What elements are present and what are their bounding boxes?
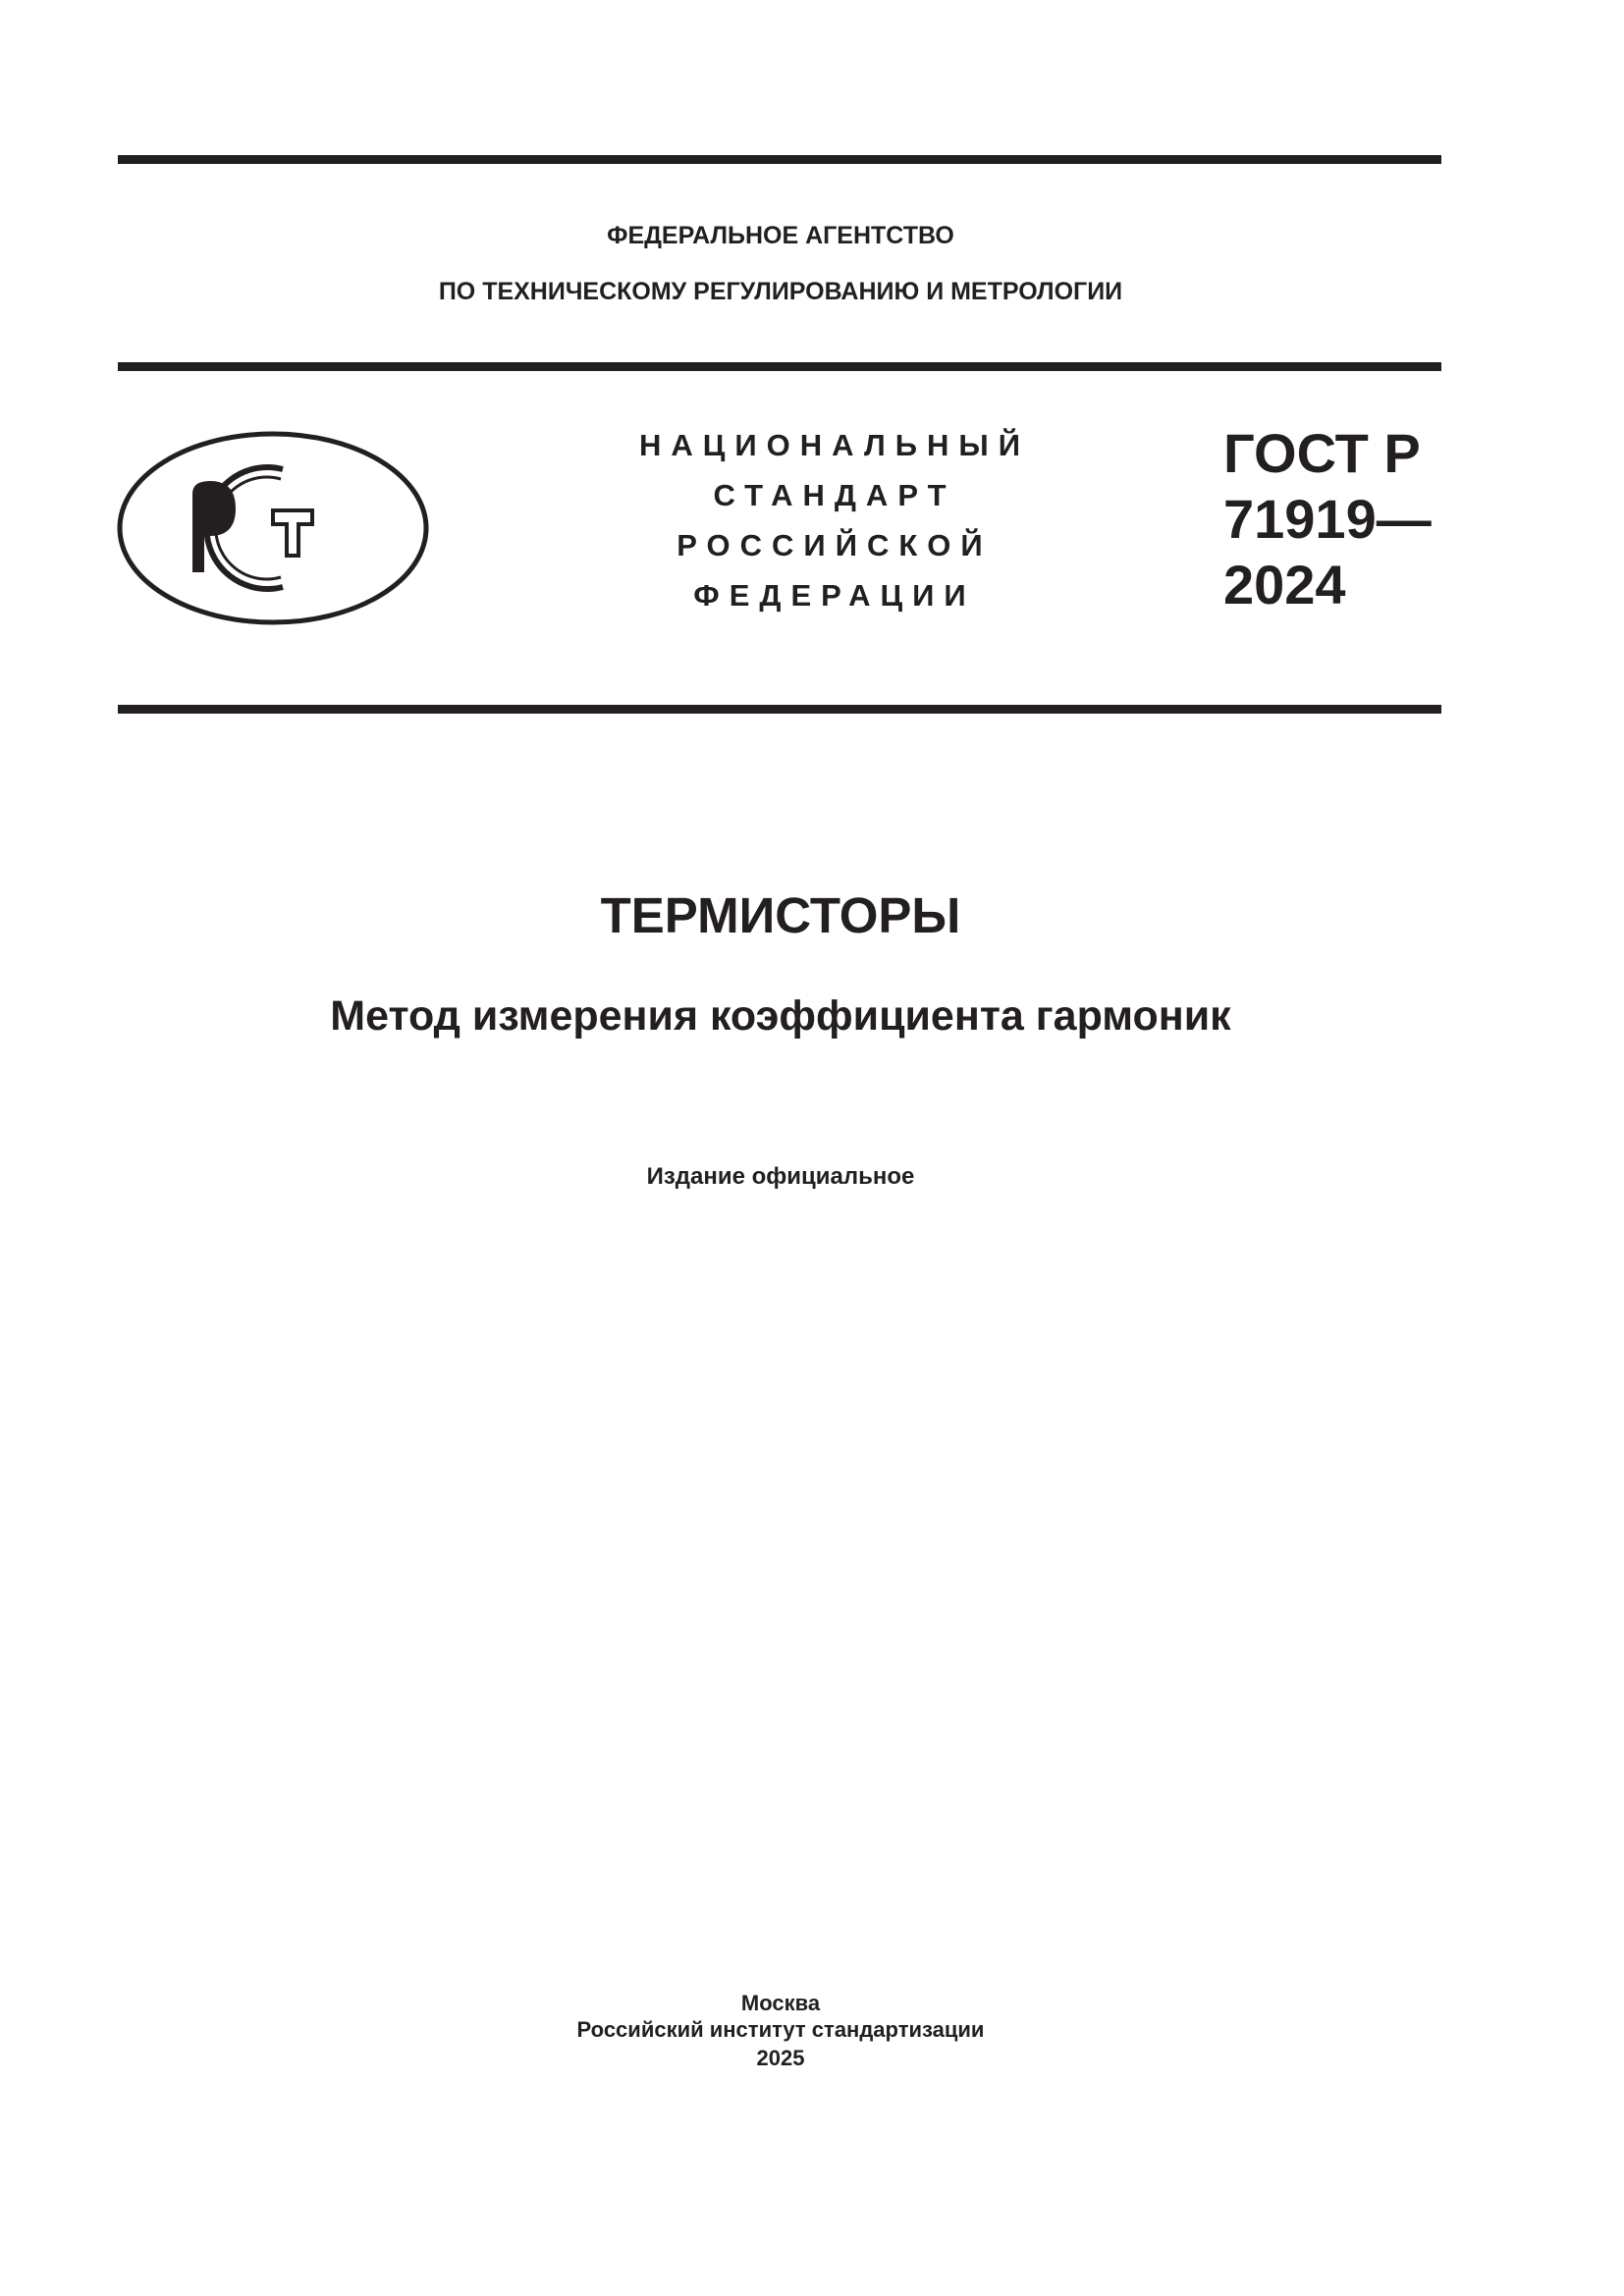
standard-designation	[1223, 420, 1432, 617]
document-subtitle: Метод измерения коэффициента гармоник	[330, 992, 1231, 1040]
document-title: ТЕРМИСТОРЫ	[600, 887, 961, 943]
designation-line-2: 71919—	[1223, 488, 1432, 550]
edition-note: Издание официальное	[646, 1163, 915, 1190]
designation-line-3: 2024	[1223, 554, 1346, 615]
standard-type-line-1: НАЦИОНАЛЬНЫЙ	[638, 428, 1031, 462]
standard-type-line-3: РОССИЙСКОЙ	[677, 528, 993, 562]
header-rule	[118, 362, 1441, 371]
bottom-header-rule	[118, 705, 1441, 714]
agency-line-1: ФЕДЕРАЛЬНОЕ АГЕНТСТВО	[607, 222, 954, 249]
standard-type-line-2: СТАНДАРТ	[713, 478, 956, 512]
rst-logo-icon	[116, 430, 430, 626]
agency-line-2: ПО ТЕХНИЧЕСКОМУ РЕГУЛИРОВАНИЮ И МЕТРОЛОГИИ	[438, 278, 1123, 305]
imprint-publisher: Российский институт стандартизации	[576, 2017, 985, 2042]
standard-type-line-4: ФЕДЕРАЦИИ	[693, 578, 976, 613]
designation-line-1: ГОСТ Р	[1223, 422, 1421, 484]
top-rule	[118, 155, 1441, 164]
imprint-city: Москва	[740, 1991, 821, 2015]
imprint-year: 2025	[756, 2046, 805, 2070]
